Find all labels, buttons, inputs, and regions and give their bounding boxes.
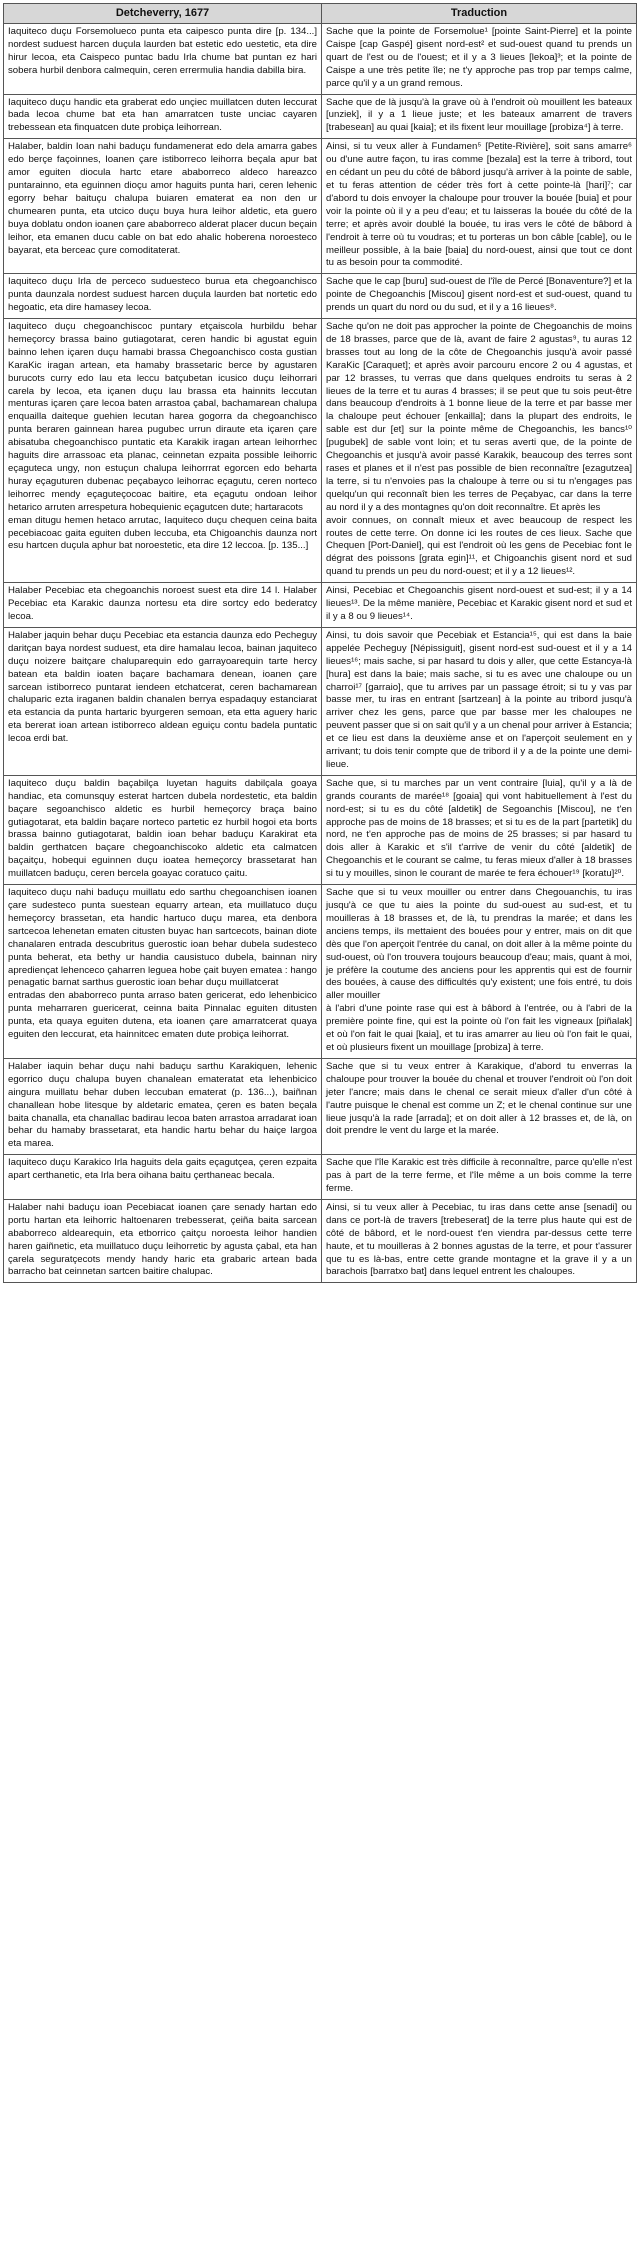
basque-text: Iaquiteco duçu nahi baduçu muillatu edo sarthu chegoanchisen ioanen çare sudesteco punta suestean equarry artean, eta muillatuco duçu hemeçorcy brassetan, eta handic hartuco duçu marea, eta denbora sartcecoa lehenetan ematen citusten buyac han sartcecots, bainan diote chanalaren entrada descubritus guerostic ioan behar dubela sudesteco punta beherat, eta bethy ur handia causistuco dubela, bainnan niry aprediençat lehenceco çaharren leguea hobe çait buyen ematea : hango penagatic barnat sarthus guerostic ioan behar duçu muillatcerat bbox=[8, 887, 317, 989]
basque-cell bbox=[4, 1058, 322, 1154]
french-text: Sache que l'île Karakic est très difficile à reconnaître, parce qu'elle n'est pas à part de la terre ferme, et l'île même a un bois comme la terre ferme. bbox=[326, 1157, 632, 1195]
basque-text: entradas den ababorreco punta arraso baten gericerat, edo lehenbicico punta meharraren guericerat, ceinna baita Pinnalac eguiten ditusten punta, eta quaya eguiten dutena, eta ioanen çare amarratcerat quaya eguiten den leccurat, eta hainnitcec ematen dute probiça leihorrat. bbox=[8, 990, 317, 1041]
french-text: à l'abri d'une pointe rase qui est à bâbord à l'entrée, ou à l'abri de la première pointe fine, qui est la pointe où l'on fait les vigneaux [piñalak] et où l'on fait le quai [kaia], et tu iras amarrer au lieu où l'on fait le quai, et où plusieurs fixent un mouillage [probiza] à terre. bbox=[326, 1003, 632, 1053]
basque-cell bbox=[4, 139, 322, 274]
basque-text: Iaquiteco duçu chegoanchiscoc puntary etçaiscola hurbildu behar hemeçorcy brassa baino gutiagotarat, ceren handic bi agustat eguin bainno lehen içaren duçu hamabi brassa Chegoanchisco costa gustian KaraKic iragan artean, eta hamaby brassetaric berce by agustaren burucots curry edo lau eta leccu batçubetan icusico duçu leihorrari carela by lecoa, eta içanen duçu lau brassa eta hainnits leccutan menturas içaren çare lecoa baten arrastoa çabal, bachamarean chalupa enquailla daiteque guehien lecutan harea gogorra da chegoanchisco punta beraren gainnean harea pugubec urrun diraute eta içaren çare abisatuba chegoanchisco puntatic eta Karakik iragan artean leihorrhec haguits dire arrassoac eta planac, ceinnetan ezpaita possible leihorric eçaguteca ungy, non estuçun chalupa leihorrrat egorcen edo beharta huray eçaguturen dubenac peçabayco leihorrac eçagutu, ceren norteco leihorrec mendy eçaguteçocoac baitire, eta eçagutu ondoan leihor hetarico arruten arrespetura hobequienic eçagutcen dute; hartaracots bbox=[8, 321, 317, 513]
french-text: Sache que le cap [buru] sud-ouest de l'île de Percé [Bonaventure?] et la pointe de Chegoanchis [Miscou] gisent nord-est et sud-ouest, quand tu prends un quart du nord ou du sud, et il y a 16 lieues⁸. bbox=[326, 276, 632, 314]
french-cell bbox=[322, 1058, 637, 1154]
basque-text: Iaquiteco duçu handic eta graberat edo unçiec muillatcen duten leccurat bada lecoa chume bat eta han amarratcen tuste unciac cayaren trebessean eta finquatcen dute probiça leihorrean. bbox=[8, 96, 317, 134]
table-row bbox=[4, 775, 637, 884]
table-body bbox=[4, 24, 637, 1283]
table-row bbox=[4, 1155, 637, 1200]
basque-cell bbox=[4, 627, 322, 775]
basque-text: Halaber jaquin behar duçu Pecebiac eta estancia daunza edo Pecheguy daritçan baya nordest suduest, eta dire hamalau lecoa, bainan jaquiteco duçu noizere baitçare chaluparequin edo garrayoarequin tarte hercy batean eta baldin ioaten baçare bachamara denean, ioanen çare sarcean istiborreco puntarat iendeen etchatcerat, ceren bachamarean chaluparic ezta iraganen baldin chanalen berrya espadaquy estanciarat eta estancia da punta hartaric byurgeren semoan, eta etta aguery haric eta bererat ioan artean istiborreco aldean eguiçu contu badela puntatic lecoa erdi bat. bbox=[8, 629, 317, 745]
column-header-translation: Traduction bbox=[322, 4, 637, 24]
french-text: Sache que, si tu marches par un vent contraire [luia], qu'il y a là de grands courants de marée¹⁸ [goaia] qui vont habituellement à l'est du nord-est; si tu es du côté [aldetik] de Segoanchis [Miscou], ne t'en approche pas de moins de 18 brasses; et si tu es de la part [partetik] du nord, ne t'en approche pas de moins de 25 brasses; si par hasard tu dois aller à Karakic et s'il t'arrive de venir du côté [aldetik] de Chegoanchis et le courant se calme, tu feras mieux d'aller à 18 brasses si tu y mouilles, sinon le courant de marée te fera échouer¹⁹ [koratu]²⁰. bbox=[326, 777, 632, 880]
basque-cell bbox=[4, 94, 322, 139]
french-cell bbox=[322, 583, 637, 628]
table-row bbox=[4, 583, 637, 628]
table-row bbox=[4, 274, 637, 319]
french-cell bbox=[322, 627, 637, 775]
basque-text: Halaber iaquin behar duçu nahi baduçu sarthu Karakiquen, lehenic egorrico duçu chalupa buyen chanalean emateratat eta lehenbicico aingura muillatu behar duben leccuban ematerat (p. 136...), baiñnan chanallean hobe litesque by aldetaric ematea, çeren es baten beçala baita chanalla, eta chanallac badirau lecoa baten arrastoa arradarat ioan behar du hamaby brassetarat, eta handic hartu behar du haiçe largoa eta marea. bbox=[8, 1060, 317, 1150]
basque-text: Halaber nahi baduçu ioan Pecebiacat ioanen çare senady hartan edo portu hartan eta leihorric haltoenaren trebesserat, çeiña baita sarcean ababorreco aldearequin, eta etborrico çaitçu noroesta leihor handien haren gaiñnetic, eta muillatuco duçu leihorretic by agusta çabal, eta han çarela seguratçecots mendy handy haric eta grabaric artean bada barracho bat ceinnetan sartcen baitire chalupac. bbox=[8, 1201, 317, 1278]
basque-text: Halaber, baldin Ioan nahi baduçu fundamenerat edo dela amarra gabes edo berçe façoinnes, Ioanen çare istiborreco leihorra beçala apur bat amor eguiten diocula hartc etare ababorreco aldeco hareazco puntarainno, eta eguinnen dioçu amor haguits punta hari, ceren lehenic egorry behar baituçu chalupa buiaren ematerat ea non den ur chumearen punta, eta utcico duçu buya hura leihor aldetic, eta guero buya doblatu ondon ioanen çare ababorreco alderat placer ducun beçain leihor, eta emanen ducu cable on bat edo ahalic hoberena noroesteco bayarat, eta berceac çure comoditaterat. bbox=[8, 141, 317, 256]
table-row bbox=[4, 24, 637, 95]
table-header-row bbox=[4, 4, 637, 24]
basque-text: Halaber Pecebiac eta chegoanchis noroest suest eta dire 14 l. Halaber Pecebiac eta Karakic daunza nortesu eta dire sortcy edo bederatcy lecoa. bbox=[8, 585, 317, 622]
french-text: Ainsi, si tu veux aller à Fundamen⁵ [Petite-Rivière], soit sans amarre⁶ ou d'une autre façon, tu iras comme [bezala] est la terre à tribord, tout en cédant un peu du côté de bâbord jusqu'à arriver à la pointe de sable, et tu feras attention de céder très fort à cette pointe-là [hari]⁷; car d'abord tu dois envoyer la chaloupe pour trouver la bouée [buia] et pour voir la pointe où il y a peu d'eau; et tu laisseras la bouée du côté de la terre; et après avoir doublé la bouée, tu iras vers le côté de bâbord à l'endroit à terre où tu voudras; et tu porteras un bon câble [cable], ou le meilleur possible, à la baie [baia] du nord-ouest, ainsi que tout ce dont tu as besoin pour ta commodité. bbox=[326, 141, 632, 269]
column-header-basque: Detcheverry, 1677 bbox=[4, 4, 322, 24]
french-cell bbox=[322, 1199, 637, 1282]
basque-text: Iaquiteco duçu Irla de perceco suduesteco burua eta chegoanchisco punta daunzala nordest suduest harcen duçula laurden bat nortetic edo hegoatic, eta dire hamasey lecoa. bbox=[8, 276, 317, 314]
basque-text: Iaquiteco duçu baldin baçabilça luyetan haguits dabilçala goaya handiac, eta comunsquy esterat hartcen dubela nordestetic, eta baldin baçare segoanchisco aldetic es hurbil hemeçorcy braça baino gutiagotarat, eta baldin baçare norteco partetic ez hurbil hogoi eta borts brassa bainno gutiagotarat, baldin ioan behar baduçu Karakirat eta baldin gerthatcen baçare chegoanchiscoko aldetic eta calmatcen baçaitçu, hobequi eguinnen duçu ioatea hemeçorcy brassetarat han muillatcen baduçu, ceren bercela goayac coratuco çaitu. bbox=[8, 777, 317, 880]
basque-cell bbox=[4, 775, 322, 884]
basque-cell bbox=[4, 583, 322, 628]
table-row bbox=[4, 885, 637, 1059]
basque-cell bbox=[4, 24, 322, 95]
basque-cell bbox=[4, 1199, 322, 1282]
table-row bbox=[4, 319, 637, 583]
table-row bbox=[4, 1058, 637, 1154]
table-row bbox=[4, 627, 637, 775]
basque-cell bbox=[4, 1155, 322, 1200]
french-text: Sache que la pointe de Forsemolue¹ [pointe Saint-Pierre] et la pointe Caispe [cap Gaspé] gisent nord-est² et sud-ouest quand tu prends un quart de l'est ou de l'ouest; et il y a 3 lieues [lekoa]³; et la pointe de Caispe a une très petite île; ne t'y approche pas trop par temps calme, parce qu'il y a un grand remous. bbox=[326, 26, 632, 89]
french-text: Sache que si tu veux entrer à Karakique, d'abord tu enverras la chaloupe pour trouver la bouée du chenal et trouver l'endroit où l'on doit jeter l'ancre; mais dans le chenal ce serait mieux d'aller d'un côté à l'autre puisque le chenal est comme un Z; et le chenal continue sur une lieue jusqu'à la rade [arrada]; et on doit aller à 12 brasses et, de là, on doit prendre le vent du large et la marée. bbox=[326, 1060, 632, 1137]
french-text: Sache qu'on ne doit pas approcher la pointe de Chegoanchis de moins de 18 brasses, parce que de là, avant de faire 2 agustas⁹, tu auras 12 brasses tout au long de la côte de Chegoanchis jusqu'à avoir passé KaraKic [Caraquet]; et après avoir parcouru encore 2 ou 4 agustas, et par 12 brasses, tu verras que dans quelques endroits tu seras à 2 lieues de la terre et tu auras 4 brasses; il se peut que tu sois peut-être dans beaucoup d'endroits à 1 bonne lieue de la terre et par basse mer la chaloupe peut échouer [enkailla]; dans la plupart des endroits, le sable est dur [et] sur la pointe même de Chegoanchis, les bancs¹⁰ [pugubek] de sable vont loin; et tu seras averti que, de la pointe de Chegoanchis et jusqu'à avoir passé Karakik, beaucoup des terres sont rases et planes et il n'est pas possible de bien reconnaître [ezagutzea] la terre, si tu n'envoies pas la chaloupe à terre ou si tu n'engages pas quelqu'un qui reconnaît bien les terres de Peçabyac, car dans la terre au nord il y a des montagnes qu'on doit reconnaître. Et après les bbox=[326, 321, 632, 513]
table-row bbox=[4, 139, 637, 274]
french-text: avoir connues, on connaît mieux et avec beaucoup de respect les routes de cette terre. On donne ici les routes de ces lieux. Sache que Chequen [Port-Daniel], qui est l'endroit où les gens de Pecebiac font le dégrat des poissons [grata egin]¹¹, et Chigoanchis gisent nord et sud quand tu prends un peu du nord-ouest; et il y a 12 lieues¹². bbox=[326, 514, 632, 578]
french-cell bbox=[322, 775, 637, 884]
french-cell bbox=[322, 274, 637, 319]
french-text: Ainsi, tu dois savoir que Pecebiak et Estancia¹⁵, qui est dans la baie appelée Pecheguy [Népissiguit], gisent nord-est sud-ouest et il y a 14 lieues¹⁶; mais sache, si par hasard tu dois y aller, que cette Estancya-là [hura] est dans la baie; mais sache, si tu es avec une chaloupe ou un charroi¹⁷ [garraio], que tu arrives par un passage étroit; si tu y vas par basse mer, tu iras en entrant [sartzean] à la pointe au tribord jusqu'à arriver chez les gens, parce que par basse mer les chaloupes ne peuvent passer que si on sait qu'il y a un chenal pour arriver à Estancia; et ce lieu est dans la deuxième anse et on l'aperçoit seulement en y arrivant; tu dois tenir compte que de tribord il y a de la pointe une demi-lieue. bbox=[326, 629, 632, 770]
french-text: Ainsi, si tu veux aller à Pecebiac, tu iras dans cette anse [senadi] ou dans ce port-là de travers [trebeserat] de la terre plus haute qui est de côté de bâbord, et le nord-ouest t'en viendra par-dessus cette terre haute, et tu mouilleras à 2 bonnes agustas de la terre, et pour t'assurer que tu es là-bas, entre cette grande montagne et la grave il y a un barachois [barratxo bat] dans lequel entrent les chaloupes. bbox=[326, 1201, 632, 1278]
french-cell bbox=[322, 94, 637, 139]
basque-cell bbox=[4, 319, 322, 583]
french-text: Sache que de là jusqu'à la grave où à l'endroit où mouillent les bateaux [unziek], il y a 1 lieue juste; et les bateaux amarrent de travers [trabesean] au quai [kaia]; et ils fixent leur mouillage [probiza⁴] à terre. bbox=[326, 96, 632, 134]
french-text: Ainsi, Pecebiac et Chegoanchis gisent nord-ouest et sud-est; il y a 14 lieues¹³. De la même manière, Pecebiac et Karakic gisent nord et sud et il y a 8 ou 9 lieues¹⁴. bbox=[326, 585, 632, 622]
basque-text: Iaquiteco duçu Karakico Irla haguits dela gaits eçagutçea, çeren ezpaita apart certhanetic, eta Irla bera oihana baitu çerthaneac becala. bbox=[8, 1157, 317, 1182]
basque-cell bbox=[4, 274, 322, 319]
french-cell bbox=[322, 319, 637, 583]
french-cell bbox=[322, 139, 637, 274]
table-row bbox=[4, 94, 637, 139]
french-cell bbox=[322, 24, 637, 95]
french-cell bbox=[322, 1155, 637, 1200]
table-row bbox=[4, 1199, 637, 1282]
parallel-text-table bbox=[3, 3, 637, 1283]
basque-text: eman ditugu hemen hetaco arrutac, Iaquiteco duçu chequen ceina baita pecebiacoac gaita eguiten duben leccuba, eta Chigoanchis daunza nort esu hartcen duçula aphur bat noroestetic, eta dire 12 leccoa. [p. 135...] bbox=[8, 514, 317, 552]
french-cell bbox=[322, 885, 637, 1059]
basque-text: Iaquiteco duçu Forsemolueco punta eta caipesco punta dire [p. 134...] nordest suduest harcen duçula laurden bat estetic edo uestetic, eta dire hirur lecoa, eta Caispeco puntac badu Irla chume bat puntan ez hari sobera hurbil denbora calmequin, ceren errermulia handia dabilla bira. bbox=[8, 26, 317, 76]
french-text: Sache que si tu veux mouiller ou entrer dans Chegouanchis, tu iras jusqu'à ce que tu aies la pointe du sud-ouest au sud-est, et tu mouilleras à 18 brasses et, de là, tu prendras la marée; et dans les anciens temps, ils mettaient des bouées pour y entrer, mais on dit que dès que l'on aperçoit l'entrée du canal, on doit aller à la même pointe du sud-ouest, où l'on trouvera toujours beaucoup d'eau; mais, quant à moi, je préfère la coutume des anciens pour les apprentis qui est de fournir des bouées, à cause des difficultés qu'y existent; une fois entré, tu dois aller mouiller bbox=[326, 887, 632, 1002]
basque-cell bbox=[4, 885, 322, 1059]
